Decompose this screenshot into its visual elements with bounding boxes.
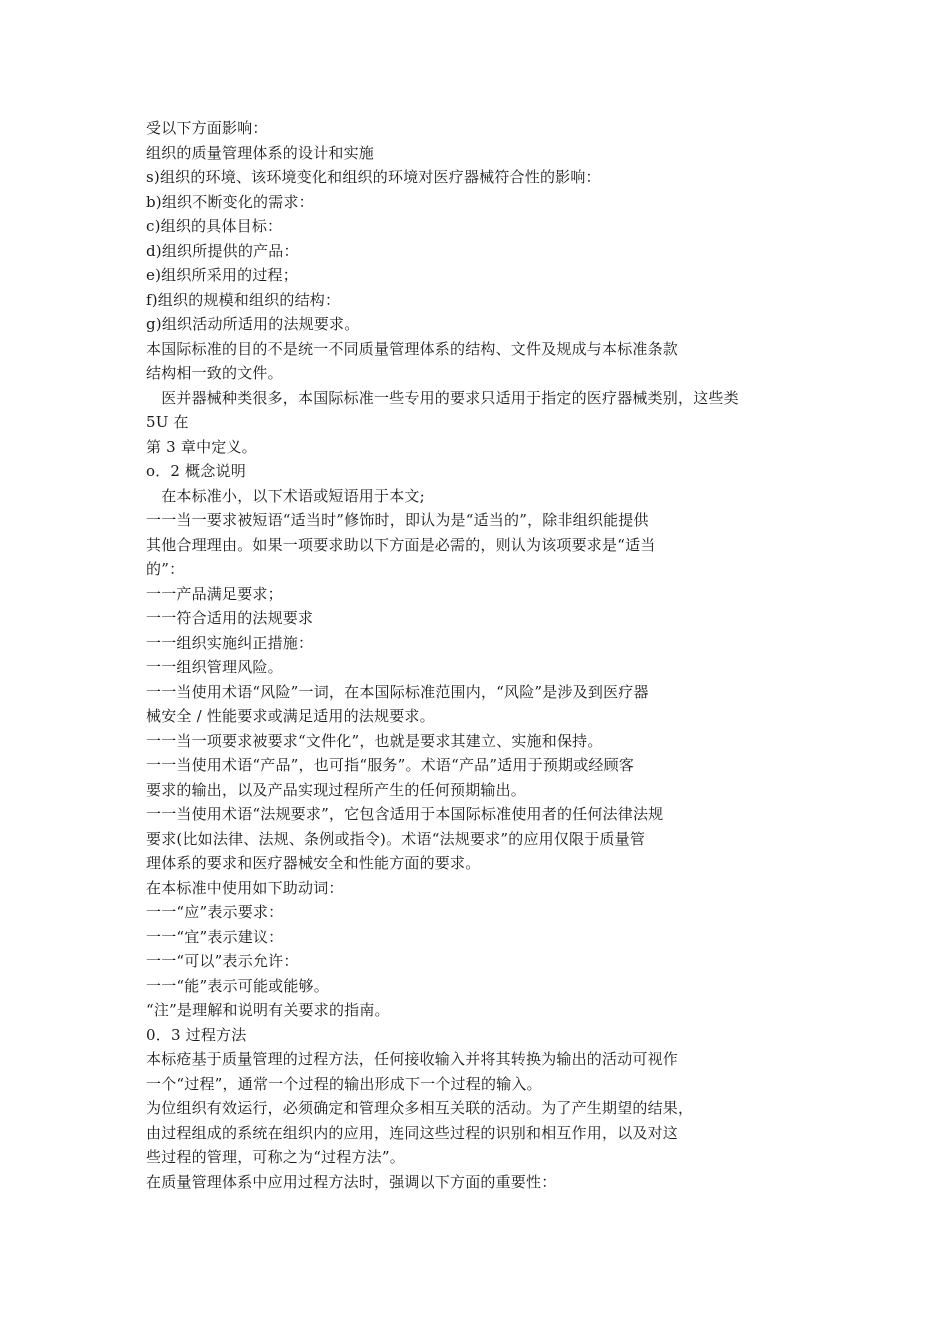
text-line: 一一当一项要求被要求“文件化”，也就是要求其建立、实施和保持。 bbox=[146, 731, 603, 750]
text-line: 本标疮基于质量管理的过程方法，任何接收输入并将其转换为输出的活动可视作 bbox=[146, 1050, 679, 1068]
text-line: 在本标准小，以下术语或短语用于本文; bbox=[146, 486, 425, 505]
text-line: 一一当使用术语“产品”，也可指“服务”。术语“产品”适用于预期或经顾客 bbox=[146, 756, 635, 774]
text-line: 一一符合适用的法规要求 bbox=[146, 609, 314, 627]
text-line: s)组织的环境、该环境变化和组织的环境对医疗器械符合性的影响： bbox=[146, 168, 601, 186]
text-line: 一一“宜”表示建议： bbox=[146, 927, 284, 946]
text-line: 一一“能”表示可能或能够。 bbox=[146, 976, 329, 995]
text-line: 受以下方面影响： bbox=[146, 119, 268, 137]
text-line: 理体系的要求和医疗器械安全和性能方面的要求。 bbox=[146, 854, 481, 872]
section-heading-0-3: 0．3 过程方法 bbox=[146, 1025, 247, 1044]
text-line: 的”： bbox=[146, 560, 185, 578]
text-line: d)组织所提供的产品： bbox=[146, 241, 299, 260]
text-line: “注”是理解和说明有关要求的指南。 bbox=[146, 1001, 390, 1019]
text-line: c)组织的具体目标： bbox=[146, 217, 283, 235]
text-line: 一一“可以”表示允许： bbox=[146, 952, 299, 970]
text-line: 第 3 章中定义。 bbox=[146, 437, 257, 456]
text-line: g)组织活动所适用的法规要求。 bbox=[146, 315, 360, 333]
text-line: 一一组织实施纠正措施： bbox=[146, 633, 314, 652]
text-line: 本国际标准的目的不是统一不同质量管理体系的结构、文件及规成与本标准条款 bbox=[146, 339, 679, 358]
text-line: f)组织的规模和组织的结构： bbox=[146, 290, 341, 309]
text-line: 要求(比如法律、法规、条例或指令)。术语“法规要求”的应用仅限于质量管 bbox=[146, 829, 646, 848]
text-line: 其他合理理由。如果一项要求助以下方面是必需的，则认为该项要求是“适当 bbox=[146, 535, 656, 554]
text-line: 组织的质量管理体系的设计和实施 bbox=[146, 143, 375, 162]
text-line: 由过程组成的系统在组织内的应用，连同这些过程的识别和相互作用，以及对这 bbox=[146, 1123, 679, 1142]
document-body bbox=[146, 116, 826, 1194]
text-line: 些过程的管理，可称之为“过程方法”。 bbox=[146, 1148, 405, 1166]
text-line: 一一当一要求被短语“适当时”修饰时，即认为是“适当的”，除非组织能提供 bbox=[146, 511, 649, 529]
text-line: e)组织所采用的过程； bbox=[146, 266, 298, 284]
text-line: 结构相一致的文件。 bbox=[146, 364, 283, 382]
text-line: 要求的输出，以及产品实现过程所产生的任何预期输出。 bbox=[146, 780, 527, 799]
section-heading-0-2: o．2 概念说明 bbox=[146, 462, 246, 480]
text-line: 一一“应”表示要求： bbox=[146, 903, 284, 921]
text-line: b)组织不断变化的需求： bbox=[146, 192, 314, 211]
text-line: 医并器械种类很多，本国际标准一些专用的要求只适用于指定的医疗器械类别，这些类 bbox=[146, 388, 739, 407]
text-line: 一一组织管理风险。 bbox=[146, 658, 283, 676]
text-line: 在质量管理体系中应用过程方法时，强调以下方面的重要性： bbox=[146, 1172, 557, 1191]
text-line: 一一当使用术语“法规要求”，它包含适用于本国际标准使用者的任何法律法规 bbox=[146, 805, 664, 823]
text-line: 5U 在 bbox=[146, 413, 189, 431]
text-line: 一一当使用术语“风险”一词，在本国际标准范围内，“风险”是涉及到医疗器 bbox=[146, 682, 649, 701]
text-line: 一一产品满足要求； bbox=[146, 584, 283, 603]
text-line: 在本标准中使用如下助动词： bbox=[146, 878, 344, 897]
text-line: 一个“过程”，通常一个过程的输出形成下一个过程的输入。 bbox=[146, 1074, 542, 1093]
text-line: 械安全 / 性能要求或满足适用的法规要求。 bbox=[146, 707, 435, 725]
text-line: 为位组织有效运行，必须确定和管理众多相互关联的活动。为了产生期望的结果， bbox=[146, 1099, 694, 1117]
